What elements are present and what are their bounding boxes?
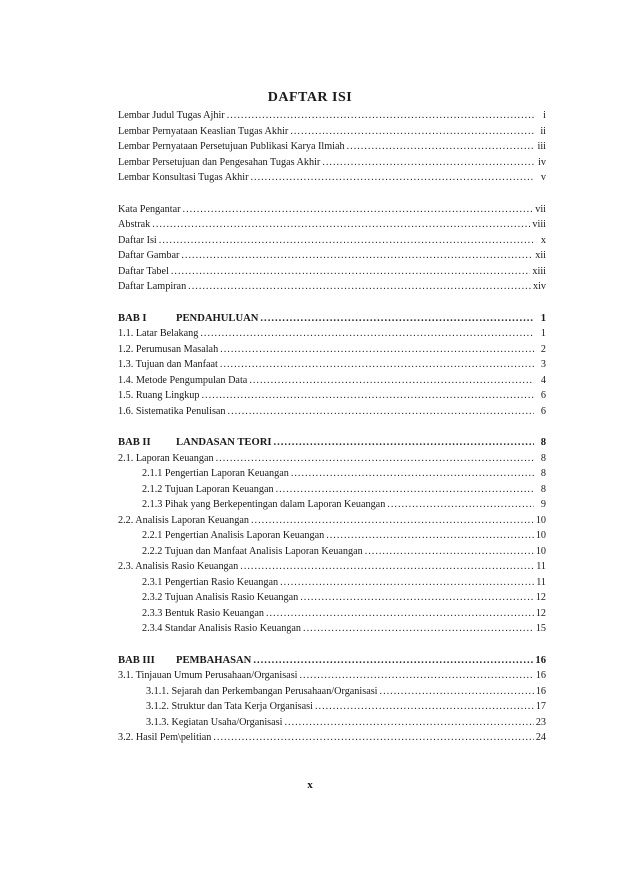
- chapter-1: [118, 313, 546, 422]
- page-number: x: [307, 779, 313, 791]
- toc-entry: Lembar Judul Tugas Ajhir ..... i: [118, 110, 546, 126]
- toc-entry: Lembar Konsultasi Tugas Akhir ..... v: [118, 172, 546, 188]
- toc-entry: 1.1. Latar Belakang ..... 1: [118, 328, 546, 344]
- chapter-heading: BAB III PEMBAHASAN ..... 16: [118, 655, 546, 671]
- toc-subentry: 2.3.3 Bentuk Rasio Keuangan ..... 12: [118, 608, 546, 624]
- toc-entry: 1.6. Sistematika Penulisan ..... 6: [118, 406, 546, 422]
- chapter-heading: BAB II LANDASAN TEORI ..... 8: [118, 437, 546, 453]
- toc-subentry: 2.1.1 Pengertian Laporan Keuangan ..... 8: [118, 468, 546, 484]
- toc-entry: Daftar Lampiran ..... xiv: [118, 281, 546, 297]
- toc-subentry: 2.1.2 Tujuan Laporan Keuangan ..... 8: [118, 484, 546, 500]
- toc-subentry: 2.3.4 Standar Analisis Rasio Keuangan ..... 15: [118, 623, 546, 639]
- toc-entry: 1.2. Perumusan Masalah ..... 2: [118, 344, 546, 360]
- toc-subentry: 3.1.1. Sejarah dan Perkembangan Perusahaan/Organisasi ..... 16: [118, 686, 546, 702]
- toc-entry: Daftar Isi ..... x: [118, 235, 546, 251]
- toc-subentry: 3.1.2. Struktur dan Tata Kerja Organisasi ..... 17: [118, 701, 546, 717]
- table-of-contents: [118, 110, 546, 748]
- toc-entry: Daftar Gambar ..... xii: [118, 250, 546, 266]
- toc-entry: 3.2. Hasil Pem\pelitian ..... 24: [118, 732, 546, 748]
- toc-subentry: 2.1.3 Pihak yang Berkepentingan dalam Laporan Keuangan ..... 9: [118, 499, 546, 515]
- toc-entry: Daftar Tabel ..... xiii: [118, 266, 546, 282]
- toc-entry: 2.3. Analisis Rasio Keuangan ..... 11: [118, 561, 546, 577]
- toc-entry: Lembar Pernyataan Keaslian Tugas Akhir ..... ii: [118, 126, 546, 142]
- toc-entry: Kata Pengantar ..... vii: [118, 204, 546, 220]
- toc-entry: 1.5. Ruang Lingkup ..... 6: [118, 390, 546, 406]
- toc-entry: Lembar Pernyataan Persetujuan Publikasi Karya Ilmiah ..... iii: [118, 141, 546, 157]
- front-matter-group-b: [118, 204, 546, 297]
- toc-subentry: 2.3.1 Pengertian Rasio Keuangan ..... 11: [118, 577, 546, 593]
- front-matter-group-a: [118, 110, 546, 188]
- toc-entry: Abstrak ..... viii: [118, 219, 546, 235]
- toc-entry: 3.1. Tinjauan Umum Perusahaan/Organisasi ..... 16: [118, 670, 546, 686]
- toc-entry: 2.2. Analisis Laporan Keuangan ..... 10: [118, 515, 546, 531]
- toc-entry: 1.4. Metode Pengumpulan Data ..... 4: [118, 375, 546, 391]
- toc-subentry: 2.3.2 Tujuan Analisis Rasio Keuangan ..... 12: [118, 592, 546, 608]
- toc-entry: 2.1. Laporan Keuangan ..... 8: [118, 453, 546, 469]
- toc-entry: 1.3. Tujuan dan Manfaat ..... 3: [118, 359, 546, 375]
- toc-subentry: 2.2.2 Tujuan dan Manfaat Analisis Laporan Keuangan ..... 10: [118, 546, 546, 562]
- toc-subentry: 2.2.1 Pengertian Analisis Laporan Keuangan ..... 10: [118, 530, 546, 546]
- chapter-2: [118, 437, 546, 639]
- chapter-heading: BAB I PENDAHULUAN ..... 1: [118, 313, 546, 329]
- toc-entry: Lembar Persetujuan dan Pengesahan Tugas Akhir ..... iv: [118, 157, 546, 173]
- chapter-3: [118, 655, 546, 748]
- toc-subentry: 3.1.3. Kegiatan Usaha/Organisasi ..... 23: [118, 717, 546, 733]
- page-title: DAFTAR ISI: [267, 90, 353, 105]
